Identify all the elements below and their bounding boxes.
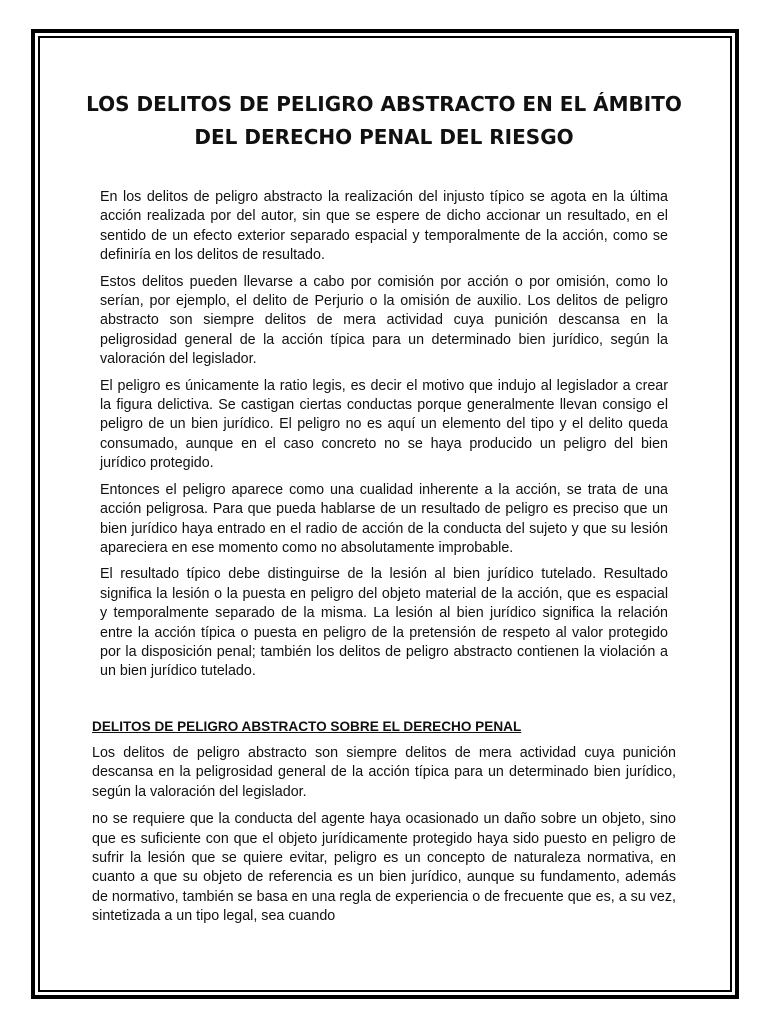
section-paragraph-2: no se requiere que la conducta del agente haya ocasionado un daño sobre un objeto, sino que es suficiente con que el objeto jurídicamente protegido haya sido puesto en peligro de sufrir la lesión que se quiere evitar, peligro es un concepto de naturaleza normativa, en cuanto a que su objeto de referencia es un bien jurídico, aunque su fundamento, además de normativo, también se basa en una regla de experiencia o de frecuente que es, a su vez, sintetizada a un tipo legal, sea cuando: [92, 811, 676, 925]
paragraph-3: El peligro es únicamente la ratio legis, es decir el motivo que indujo al legislador a crear la figura delictiva. Se castigan ciertas conductas porque generalmente llevan consigo el peligro de un bien jurídico. El peligro no es aquí un elemento del tipo y el delito queda consumado, aunque en el caso concreto no se haya producido un peligro del bien jurídico protegido.: [100, 377, 668, 472]
paragraph-4: Entonces el peligro aparece como una cualidad inherente a la acción, se trata de una acción peligrosa. Para que pueda hablarse de un resultado de peligro es preciso que un bien jurídico haya entrado en el radio de acción de la conducta del sujeto y que su lesión apareciera en ese momento como no absolutamente improbable.: [100, 481, 668, 556]
title-line-1: LOS DELITOS DE PELIGRO ABSTRACTO EN EL ÁMBITO: [86, 92, 682, 116]
paragraph-2: Estos delitos pueden llevarse a cabo por comisión por acción o por omisión, como lo serían, por ejemplo, el delito de Perjurio o la omisión de auxilio. Los delitos de peligro abstracto son siempre delitos de mera actividad cuya punición descansa en la peligrosidad general de la acción típica para un determinado bien jurídico, según la valoración del legislador.: [100, 273, 668, 368]
paragraph-1: En los delitos de peligro abstracto la realización del injusto típico se agota en la última acción realizada por del autor, sin que se espere de dicho accionar un resultado, en el sentido de un efecto exterior separado espacial y temporalmente de la acción, como se definiría en los delitos de resultado.: [100, 189, 668, 264]
paragraph-5: El resultado típico debe distinguirse de la lesión al bien jurídico tutelado. Resultado significa la lesión o la puesta en peligro del objeto material de la acción, que es espacial y temporalmente separado de la misma. La lesión al bien jurídico significa la relación entre la acción típica o puesta en peligro de la pretensión de respeto al valor protegido por la disposición penal; también los delitos de peligro abstracto contienen la violación a un bien jurídico tutelado.: [100, 566, 668, 680]
section-heading: DELITOS DE PELIGRO ABSTRACTO SOBRE EL DERECHO PENAL: [92, 719, 522, 734]
title-line-2: DEL DERECHO PENAL DEL RIESGO: [194, 125, 574, 149]
section-paragraph-1: Los delitos de peligro abstracto son siempre delitos de mera actividad cuya punición descansa en la peligrosidad general de la acción típica para un determinado bien jurídico, según la valoración del legislador.: [92, 745, 676, 800]
document-body: [100, 188, 668, 689]
section-abstract-danger: [92, 718, 676, 935]
document-title: [60, 88, 708, 154]
